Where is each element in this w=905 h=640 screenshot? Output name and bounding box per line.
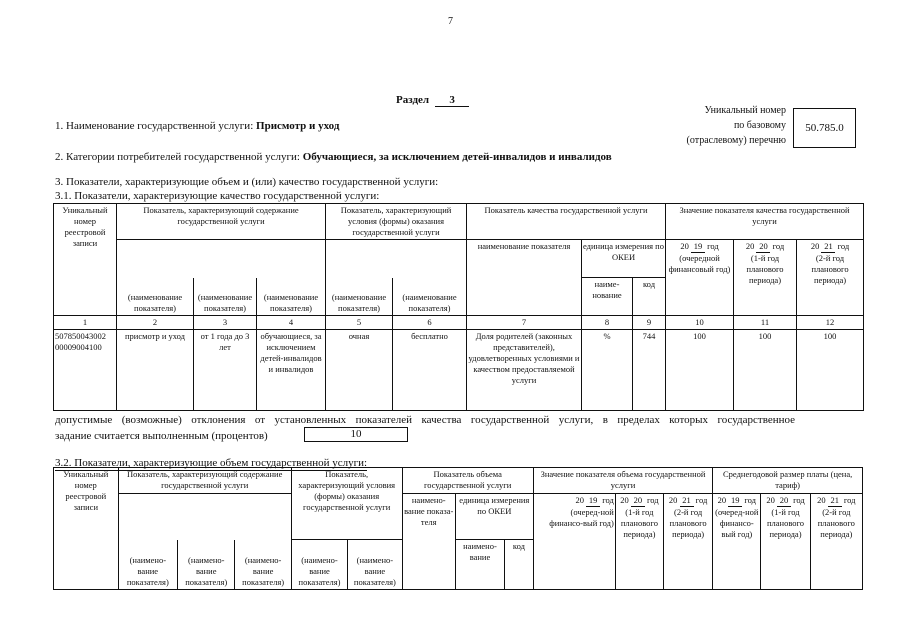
- t2-header-volume: Показатель объема государственной услуги: [402, 468, 533, 494]
- t2-header-indicator-name: наимено-вание показа-теля: [402, 494, 455, 590]
- t2-header-conditions: Показатель, характеризующий условия (формы) оказания государственной услуги: [291, 468, 402, 540]
- section-heading: [396, 94, 469, 107]
- unique-number-label-line2: по базовому: [733, 120, 786, 131]
- t1-cell-content-3: обучающиеся, за исключением детей-инвалидов и инвалидов: [257, 330, 326, 411]
- t1-col-num: 10: [666, 316, 734, 330]
- t1-cell-unique: 507850043002 00009004100: [54, 330, 117, 411]
- unique-number-label: [664, 103, 786, 148]
- t1-col-num: 1: [54, 316, 117, 330]
- t2-header-fee-year2: 20 20 год (1-й год планового периода): [761, 494, 810, 590]
- quality-indicators-heading: 3.1. Показатели, характеризующие качество государственной услуги:: [55, 190, 380, 202]
- volume-indicators-table: [53, 467, 863, 590]
- t1-col-num: 8: [582, 316, 633, 330]
- t1-cell-condition-2: бесплатно: [393, 330, 467, 411]
- service-name-line: [55, 120, 339, 132]
- t1-col-num: 6: [393, 316, 467, 330]
- t2-sub-name-2: (наимено-вание показателя): [118, 540, 177, 590]
- t1-header-conditions: Показатель, характеризующий условия (формы) оказания государственной услуги: [326, 204, 467, 240]
- t1-cell-content-1: присмотр и уход: [117, 330, 194, 411]
- t2-sub-name-4: (наимено-вание показателя): [235, 540, 291, 590]
- t1-cell-indicator-name: Доля родителей (законных представителей), удовлетворенных условиями и качеством предоставляемой услуги: [467, 330, 582, 411]
- t1-col-num: 2: [117, 316, 194, 330]
- t1-sub-name-5: (наименование показателя): [326, 278, 393, 316]
- deviation-text-line1: допустимые (возможные) отклонения от установленных показателей качества государственной услуги, в пределах которых государственное: [55, 414, 795, 426]
- unique-number-label-line1: Уникальный номер: [704, 105, 786, 116]
- deviation-value-box: 10: [304, 427, 408, 442]
- t1-header-unique: Уникальный номер реестровой записи: [54, 204, 117, 316]
- t2-content-blank: [118, 494, 291, 540]
- t1-header-unit: единица измерения по ОКЕИ: [582, 240, 666, 278]
- t2-header-unit-code: код: [505, 540, 534, 590]
- quality-indicators-table: [53, 203, 864, 411]
- t1-cell-unit-code: 744: [633, 330, 666, 411]
- consumer-category-label: 2. Категории потребителей государственной услуги:: [55, 151, 303, 163]
- t2-header-unit: единица измерения по ОКЕИ: [455, 494, 533, 540]
- t2-header-fee-year1: 20 19 год (очеред-ной финансо-вый год): [713, 494, 761, 590]
- t1-col-num: 11: [734, 316, 797, 330]
- t2-header-fee-year3: 20 21 год (2-й год планового периода): [810, 494, 862, 590]
- t1-content-blank: [117, 240, 326, 278]
- section-label: Раздел: [396, 94, 430, 106]
- t1-cell-year1: 100: [666, 330, 734, 411]
- t1-header-indicator-name: наименование показателя: [467, 240, 582, 316]
- t1-cell-unit-name: %: [582, 330, 633, 411]
- t2-header-value: Значение показателя объема государственной услуги: [533, 468, 712, 494]
- t2-header-unit-name: наимено-вание: [455, 540, 504, 590]
- t1-col-num: 5: [326, 316, 393, 330]
- t1-col-num: 4: [257, 316, 326, 330]
- t1-col-num: 9: [633, 316, 666, 330]
- t1-header-content: Показатель, характеризующий содержание государственной услуги: [117, 204, 326, 240]
- t2-header-fee: Среднегодовой размер платы (цена, тариф): [713, 468, 863, 494]
- unique-number-label-line3: (отраслевому) перечню: [686, 135, 786, 146]
- consumer-category-line: [55, 151, 612, 163]
- t1-sub-name-2: (наименование показателя): [117, 278, 194, 316]
- t2-sub-name-5: (наимено-вание показателя): [291, 540, 347, 590]
- t1-cell-year2: 100: [734, 330, 797, 411]
- t1-conditions-blank: [326, 240, 467, 278]
- t1-col-num: 7: [467, 316, 582, 330]
- page-number: 7: [448, 16, 453, 27]
- t1-header-quality: Показатель качества государственной услуги: [467, 204, 666, 240]
- t2-sub-name-6: (наимено-вание показателя): [348, 540, 402, 590]
- service-name-label: 1. Наименование государственной услуги:: [55, 120, 257, 132]
- section-number: 3: [435, 94, 469, 107]
- t1-header-year3: 20 21 год (2-й год планового периода): [797, 240, 864, 316]
- t1-header-value: Значение показателя качества государственной услуги: [666, 204, 864, 240]
- t1-cell-content-2: от 1 года до 3 лет: [194, 330, 257, 411]
- t1-col-num: 3: [194, 316, 257, 330]
- t1-header-unit-name: наиме-нование: [582, 278, 633, 316]
- consumer-category-value: Обучающиеся, за исключением детей-инвалидов и инвалидов: [302, 151, 612, 163]
- t2-header-content: Показатель, характеризующий содержание государственной услуги: [118, 468, 291, 494]
- t1-column-numbers-row: [54, 316, 864, 330]
- t1-header-year1: 20 19 год (очередной финансовый год): [666, 240, 734, 316]
- volume-indicators-heading: 3.2. Показатели, характеризующие объем государственной услуги:: [55, 457, 368, 469]
- t1-header-unit-code: код: [633, 278, 666, 316]
- t2-header-year2: 20 20 год (1-й год планового периода): [615, 494, 663, 590]
- t1-cell-condition-1: очная: [326, 330, 393, 411]
- t2-sub-name-3: (наимено-вание показателя): [178, 540, 235, 590]
- t1-col-num: 12: [797, 316, 864, 330]
- t1-sub-name-6: (наименование показателя): [393, 278, 467, 316]
- t1-header-year2: 20 20 год (1-й год планового периода): [734, 240, 797, 316]
- t2-header-year1: 20 19 год (очеред-ной финансо-вый год): [533, 494, 615, 590]
- t2-header-year3: 20 21 год (2-й год планового периода): [664, 494, 713, 590]
- service-name-value: Присмотр и уход: [256, 120, 340, 132]
- table-row: [54, 330, 864, 411]
- t2-header-unique: Уникальный номер реестровой записи: [54, 468, 119, 590]
- indicators-heading: 3. Показатели, характеризующие объем и (или) качество государственной услуги:: [55, 176, 439, 188]
- t1-sub-name-3: (наименование показателя): [194, 278, 257, 316]
- deviation-text-line2: задание считается выполненным (процентов): [55, 430, 268, 442]
- t1-cell-year3: 100: [797, 330, 864, 411]
- unique-number-box: 50.785.0: [793, 108, 856, 148]
- t1-sub-name-4: (наименование показателя): [257, 278, 326, 316]
